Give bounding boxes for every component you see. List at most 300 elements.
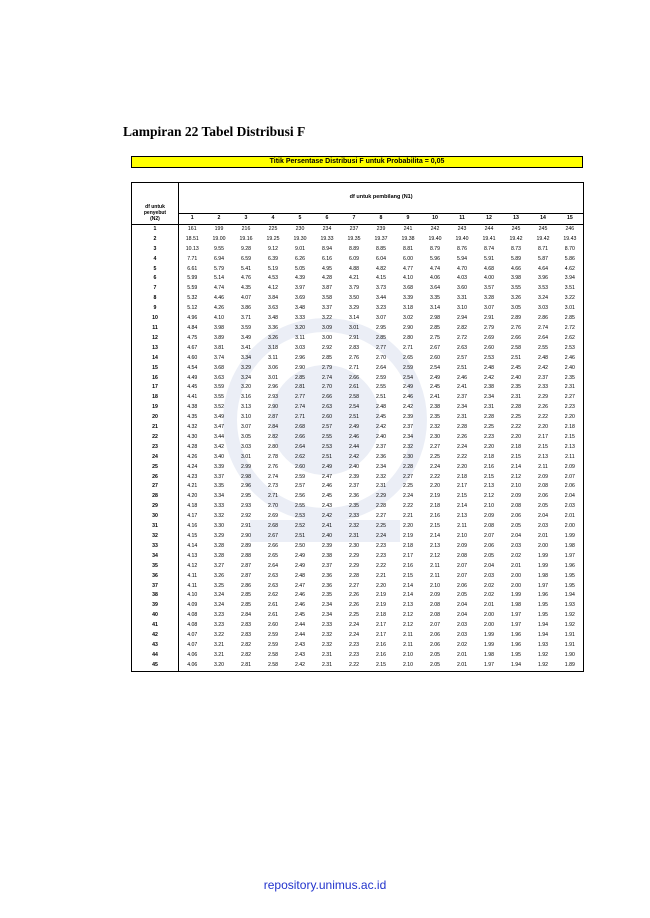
table-row <box>132 482 584 492</box>
table-cell: 2.78 <box>267 453 279 460</box>
table-cell: 2.40 <box>321 533 333 539</box>
table-cell: 6.61 <box>187 265 198 272</box>
table-cell: 2.84 <box>240 612 252 619</box>
table-body <box>132 224 584 671</box>
table-cell: 2.44 <box>348 443 360 450</box>
table-cell: 2.03 <box>456 622 468 629</box>
table-cell: 2.28 <box>510 404 522 411</box>
table-cell: 2.46 <box>294 602 306 609</box>
table-cell: 2.40 <box>348 463 360 470</box>
table-cell: 4.28 <box>321 275 333 282</box>
table-cell: 3.03 <box>537 305 549 312</box>
table-cell: 3.24 <box>240 374 252 381</box>
table-cell: 2.72 <box>557 324 584 334</box>
table-cell: 2.85 <box>375 334 387 341</box>
table-row <box>132 492 584 502</box>
table-cell: 2.19 <box>429 493 441 500</box>
table-cell: 2.60 <box>483 344 495 351</box>
table-row <box>132 502 584 512</box>
table-cell: 2.00 <box>483 622 495 629</box>
table-cell: 6.39 <box>267 255 279 262</box>
table-row <box>132 403 584 413</box>
table-cell: 2.11 <box>403 641 413 648</box>
table-cell: 4.35 <box>187 414 198 421</box>
table-cell: 2.98 <box>240 473 252 480</box>
table-cell: 1.92 <box>537 651 549 658</box>
column-header: 7 <box>341 214 368 225</box>
table-cell: 2.45 <box>321 493 333 500</box>
table-cell: 3.48 <box>267 315 279 322</box>
table-cell: 2.51 <box>348 414 360 421</box>
table-cell: 2.06 <box>510 513 522 520</box>
table-cell: 2.37 <box>537 374 549 381</box>
table-cell: 2.42 <box>287 661 314 671</box>
table-cell: 2.48 <box>537 354 549 361</box>
df2-row-label: 28 <box>132 492 179 502</box>
table-cell: 2.18 <box>557 423 584 433</box>
df2-row-label: 38 <box>132 591 179 601</box>
table-cell: 3.24 <box>213 602 225 609</box>
table-cell: 1.97 <box>510 612 522 619</box>
table-cell: 2.09 <box>429 592 441 599</box>
table-cell: 6.26 <box>294 255 306 262</box>
table-cell: 2.08 <box>456 552 468 559</box>
table-cell: 2.70 <box>267 503 279 510</box>
table-cell: 2.60 <box>429 354 441 361</box>
table-cell: 2.59 <box>267 641 279 648</box>
table-cell: 2.82 <box>240 641 252 648</box>
table-cell: 2.10 <box>456 533 468 539</box>
table-cell: 2.05 <box>429 651 441 658</box>
table-cell: 2.11 <box>557 453 584 463</box>
table-cell: 2.76 <box>510 324 522 331</box>
table-cell: 4.84 <box>187 324 198 331</box>
table-cell: 3.26 <box>510 295 522 302</box>
table-cell: 2.29 <box>348 562 360 569</box>
table-cell: 2.79 <box>321 364 333 371</box>
table-cell: 234 <box>322 225 332 232</box>
table-cell: 3.03 <box>294 344 306 351</box>
df2-row-label: 7 <box>132 284 179 294</box>
table-cell: 2.09 <box>510 493 522 500</box>
table-cell: 2.02 <box>483 582 495 589</box>
table-cell: 2.36 <box>321 572 333 579</box>
table-cell: 2.49 <box>348 424 360 431</box>
column-header: 2 <box>206 214 233 225</box>
table-cell: 2.65 <box>267 552 279 559</box>
table-cell: 3.01 <box>267 374 279 381</box>
table-cell: 2.35 <box>348 503 360 510</box>
table-cell: 2.18 <box>456 473 468 480</box>
table-cell: 19.00 <box>212 235 226 242</box>
table-cell: 2.66 <box>510 334 522 341</box>
table-cell: 2.84 <box>267 424 279 431</box>
df2-row-label: 1 <box>132 224 179 234</box>
table-cell: 2.70 <box>375 354 387 361</box>
table-cell: 2.75 <box>429 334 441 341</box>
table-cell: 5.19 <box>267 265 279 272</box>
table-cell: 2.46 <box>456 374 468 381</box>
table-cell: 2.13 <box>402 602 414 609</box>
table-cell: 2.04 <box>456 602 468 609</box>
table-cell: 2.16 <box>375 651 387 658</box>
table-cell: 2.31 <box>510 394 522 401</box>
table-cell: 2.59 <box>294 473 306 480</box>
table-cell: 2.27 <box>557 393 584 403</box>
table-row <box>132 255 584 265</box>
table-cell: 5.89 <box>510 255 522 262</box>
table-cell: 2.31 <box>314 661 341 671</box>
table-cell: 2.24 <box>402 493 414 500</box>
table-cell: 2.64 <box>267 562 279 569</box>
table-cell: 5.12 <box>187 305 198 312</box>
table-cell: 3.34 <box>240 354 252 361</box>
table-cell: 2.37 <box>348 483 360 490</box>
table-cell: 2.89 <box>240 542 252 549</box>
table-cell: 3.96 <box>537 275 549 282</box>
column-header: 15 <box>557 214 584 225</box>
table-cell: 2.11 <box>430 562 440 569</box>
table-cell: 2.06 <box>557 482 584 492</box>
table-cell: 2.28 <box>483 414 495 421</box>
df2-row-label: 22 <box>132 433 179 443</box>
table-cell: 3.98 <box>510 275 522 282</box>
table-cell: 2.38 <box>429 404 441 411</box>
df2-row-label: 29 <box>132 502 179 512</box>
table-cell: 3.35 <box>213 483 225 490</box>
table-cell: 239 <box>376 225 386 232</box>
table-cell: 2.83 <box>240 632 252 639</box>
table-cell: 5.32 <box>187 295 198 302</box>
table-cell: 3.01 <box>240 453 252 460</box>
table-cell: 4.17 <box>187 513 198 520</box>
table-cell: 2.91 <box>240 523 252 530</box>
table-cell: 2.25 <box>429 453 441 460</box>
table-cell: 2.90 <box>267 404 279 411</box>
table-cell: 2.03 <box>537 523 549 530</box>
df2-row-label: 45 <box>132 661 179 671</box>
table-cell: 2.30 <box>402 453 414 460</box>
table-row <box>132 224 584 234</box>
table-cell: 2.00 <box>510 572 522 579</box>
table-cell: 2.51 <box>456 364 468 371</box>
df2-row-label: 24 <box>132 453 179 463</box>
table-cell: 2.04 <box>456 612 468 619</box>
table-cell: 2.26 <box>348 602 360 609</box>
table-cell: 2.14 <box>429 533 441 539</box>
table-cell: 2.27 <box>348 582 360 589</box>
table-cell: 2.40 <box>375 433 387 440</box>
table-cell: 2.81 <box>294 384 306 391</box>
table-cell: 2.03 <box>557 502 584 512</box>
table-cell: 3.40 <box>213 453 225 460</box>
table-cell: 2.85 <box>240 592 252 599</box>
table-cell: 3.74 <box>213 354 225 361</box>
table-cell: 2.17 <box>537 433 549 440</box>
table-cell: 2.32 <box>321 641 333 648</box>
column-header: 12 <box>476 214 503 225</box>
table-cell: 2.09 <box>537 473 549 480</box>
table-cell: 2.07 <box>429 622 441 629</box>
table-cell: 8.79 <box>429 245 441 252</box>
table-cell: 2.69 <box>483 334 495 341</box>
table-cell: 2.15 <box>402 572 414 579</box>
table-cell: 2.42 <box>375 424 387 431</box>
table-cell: 3.87 <box>321 285 333 292</box>
table-cell: 5.59 <box>187 285 198 292</box>
table-cell: 2.22 <box>402 503 414 510</box>
table-cell: 2.89 <box>510 315 522 322</box>
table-cell: 1.98 <box>537 572 549 579</box>
table-cell: 1.97 <box>557 552 584 562</box>
table-cell: 2.26 <box>456 433 468 440</box>
table-cell: 4.67 <box>187 344 198 351</box>
table-cell: 4.75 <box>187 334 198 341</box>
table-cell: 3.11 <box>268 354 278 361</box>
table-cell: 2.39 <box>321 542 333 549</box>
table-cell: 2.02 <box>483 592 495 599</box>
df1-header: df untuk pembilang (N1) <box>179 183 584 214</box>
table-cell: 2.01 <box>557 512 584 522</box>
table-cell: 2.15 <box>429 523 441 530</box>
table-cell: 3.34 <box>213 493 225 500</box>
table-cell: 3.07 <box>483 305 495 312</box>
table-row <box>132 354 584 364</box>
table-cell: 2.14 <box>510 463 522 470</box>
table-cell: 3.25 <box>213 582 225 589</box>
table-cell: 2.71 <box>402 344 414 351</box>
df2-row-label: 31 <box>132 522 179 532</box>
table-cell: 2.91 <box>483 315 495 322</box>
table-cell: 1.99 <box>537 552 549 559</box>
table-cell: 4.76 <box>240 275 252 282</box>
table-cell: 5.99 <box>187 275 198 282</box>
table-cell: 2.08 <box>537 483 549 490</box>
table-cell: 237 <box>349 225 359 232</box>
table-cell: 3.09 <box>321 324 333 331</box>
table-cell: 1.94 <box>537 632 549 639</box>
table-cell: 3.57 <box>483 285 495 292</box>
table-cell: 2.49 <box>402 384 414 391</box>
table-cell: 2.00 <box>557 522 584 532</box>
table-cell: 2.31 <box>456 414 468 421</box>
table-cell: 4.49 <box>187 374 198 381</box>
df2-row-label: 41 <box>132 621 179 631</box>
table-cell: 3.24 <box>213 592 225 599</box>
table-cell: 2.46 <box>402 394 414 401</box>
df2-row-label: 26 <box>132 473 179 483</box>
table-row <box>132 344 584 354</box>
table-cell: 4.15 <box>375 275 387 282</box>
table-cell: 2.31 <box>557 383 584 393</box>
table-row <box>132 374 584 384</box>
table-cell: 2.88 <box>240 552 252 559</box>
df2-row-label: 2 <box>132 235 179 245</box>
table-cell: 2.31 <box>321 651 333 658</box>
table-cell: 245 <box>511 225 521 232</box>
table-cell: 1.92 <box>557 611 584 621</box>
column-header: 1 <box>179 214 206 225</box>
table-cell: 2.07 <box>557 473 584 483</box>
table-cell: 2.04 <box>557 492 584 502</box>
table-cell: 2.01 <box>449 661 476 671</box>
table-cell: 2.18 <box>375 612 387 619</box>
table-cell: 2.53 <box>557 344 584 354</box>
table-cell: 2.55 <box>537 344 549 351</box>
table-cell: 2.24 <box>456 443 468 450</box>
table-cell: 2.85 <box>429 324 441 331</box>
table-cell: 3.22 <box>321 315 333 322</box>
table-cell: 4.74 <box>429 265 441 272</box>
table-cell: 1.98 <box>510 602 522 609</box>
table-row <box>132 562 584 572</box>
table-cell: 199 <box>214 225 224 232</box>
table-cell: 2.35 <box>321 592 333 599</box>
table-cell: 2.53 <box>483 354 495 361</box>
table-cell: 1.96 <box>510 632 522 639</box>
table-cell: 2.67 <box>267 533 279 539</box>
table-cell: 2.37 <box>402 424 414 431</box>
table-cell: 4.10 <box>187 592 198 599</box>
table-cell: 2.42 <box>321 513 333 520</box>
table-cell: 2.05 <box>537 503 549 510</box>
table-cell: 2.42 <box>402 404 414 411</box>
df2-row-label: 19 <box>132 403 179 413</box>
table-cell: 3.30 <box>213 523 225 530</box>
table-cell: 2.46 <box>294 592 306 599</box>
table-cell: 2.06 <box>456 582 468 589</box>
table-cell: 1.89 <box>557 661 584 671</box>
table-cell: 2.10 <box>395 661 422 671</box>
table-cell: 2.46 <box>348 433 360 440</box>
df2-header-line1: df untuk <box>145 203 165 210</box>
repository-link[interactable]: repository.unimus.ac.id <box>263 878 387 892</box>
table-row <box>132 621 584 631</box>
table-cell: 2.90 <box>402 324 414 331</box>
table-cell: 242 <box>430 225 440 232</box>
table-cell: 1.99 <box>483 632 495 639</box>
table-cell: 4.10 <box>213 315 225 322</box>
table-cell: 2.24 <box>348 622 360 629</box>
table-cell: 2.62 <box>267 592 279 599</box>
table-cell: 4.28 <box>187 443 198 450</box>
table-cell: 7.71 <box>187 255 198 262</box>
table-cell: 3.35 <box>429 295 441 302</box>
table-cell: 4.88 <box>348 265 360 272</box>
table-cell: 4.26 <box>187 453 198 460</box>
table-cell: 6.16 <box>321 255 333 262</box>
table-row <box>132 294 584 304</box>
table-cell: 2.55 <box>294 503 306 510</box>
table-cell: 3.68 <box>402 285 414 292</box>
table-cell: 2.39 <box>402 414 414 421</box>
table-cell: 2.05 <box>510 523 522 530</box>
table-cell: 2.25 <box>402 483 414 490</box>
table-cell: 2.03 <box>483 572 495 579</box>
table-cell: 2.94 <box>456 315 468 322</box>
table-row <box>132 284 584 294</box>
column-header: 14 <box>530 214 557 225</box>
table-cell: 2.58 <box>510 344 522 351</box>
table-cell: 19.25 <box>266 235 280 242</box>
table-cell: 2.14 <box>402 582 414 589</box>
table-cell: 19.42 <box>536 235 550 242</box>
table-cell: 2.04 <box>537 513 549 520</box>
df2-row-label: 5 <box>132 265 179 275</box>
table-cell: 2.70 <box>321 384 333 391</box>
df2-header-line2: penyebut <box>143 209 167 216</box>
table-cell: 2.73 <box>267 483 279 490</box>
table-cell: 2.80 <box>402 334 414 341</box>
table-cell: 19.42 <box>509 235 523 242</box>
table-cell: 2.82 <box>240 651 252 658</box>
df2-row-label: 32 <box>132 532 179 542</box>
df2-row-label: 9 <box>132 304 179 314</box>
table-cell: 3.44 <box>375 295 387 302</box>
table-cell: 1.93 <box>557 601 584 611</box>
table-cell: 3.48 <box>294 305 306 312</box>
table-cell: 3.81 <box>213 344 225 351</box>
table-cell: 2.61 <box>267 602 279 609</box>
table-cell: 2.65 <box>402 354 414 361</box>
table-cell: 2.34 <box>375 463 387 470</box>
table-cell: 8.73 <box>510 245 522 252</box>
table-cell: 4.10 <box>402 275 414 282</box>
table-cell: 3.41 <box>240 344 252 351</box>
table-cell: 2.17 <box>375 632 387 639</box>
table-cell: 2.06 <box>483 542 495 549</box>
table-cell: 2.25 <box>483 424 495 431</box>
table-cell: 3.27 <box>213 562 225 569</box>
table-cell: 2.31 <box>483 404 495 411</box>
table-cell: 6.09 <box>348 255 360 262</box>
df2-row-label: 44 <box>132 651 179 661</box>
table-cell: 230 <box>295 225 305 232</box>
table-cell: 3.29 <box>348 305 360 312</box>
table-cell: 2.51 <box>510 354 522 361</box>
table-cell: 3.39 <box>402 295 414 302</box>
table-cell: 3.23 <box>213 612 225 619</box>
table-cell: 3.52 <box>213 404 225 411</box>
table-cell: 2.64 <box>294 443 306 450</box>
df2-row-label: 40 <box>132 611 179 621</box>
table-cell: 3.55 <box>510 285 522 292</box>
table-cell: 2.28 <box>348 572 360 579</box>
table-cell: 4.07 <box>187 632 198 639</box>
table-cell: 2.03 <box>456 632 468 639</box>
table-cell: 4.26 <box>213 305 225 312</box>
table-cell: 10.13 <box>185 245 199 252</box>
df2-row-label: 4 <box>132 255 179 265</box>
table-cell: 6.04 <box>375 255 387 262</box>
table-cell: 2.34 <box>402 433 414 440</box>
table-cell: 2.22 <box>456 453 468 460</box>
table-cell: 2.34 <box>456 404 468 411</box>
table-row <box>132 334 584 344</box>
table-cell: 2.09 <box>483 513 495 520</box>
table-cell: 2.44 <box>294 632 306 639</box>
table-cell: 2.95 <box>375 324 387 331</box>
table-cell: 19.16 <box>239 235 253 242</box>
table-cell: 2.06 <box>429 641 441 648</box>
table-cell: 3.22 <box>557 294 584 304</box>
table-cell: 6.00 <box>402 255 414 262</box>
table-cell: 1.90 <box>557 651 584 661</box>
table-cell: 2.41 <box>321 523 333 530</box>
table-cell: 3.29 <box>240 364 252 371</box>
table-cell: 2.74 <box>321 374 333 381</box>
table-cell: 5.86 <box>557 255 584 265</box>
